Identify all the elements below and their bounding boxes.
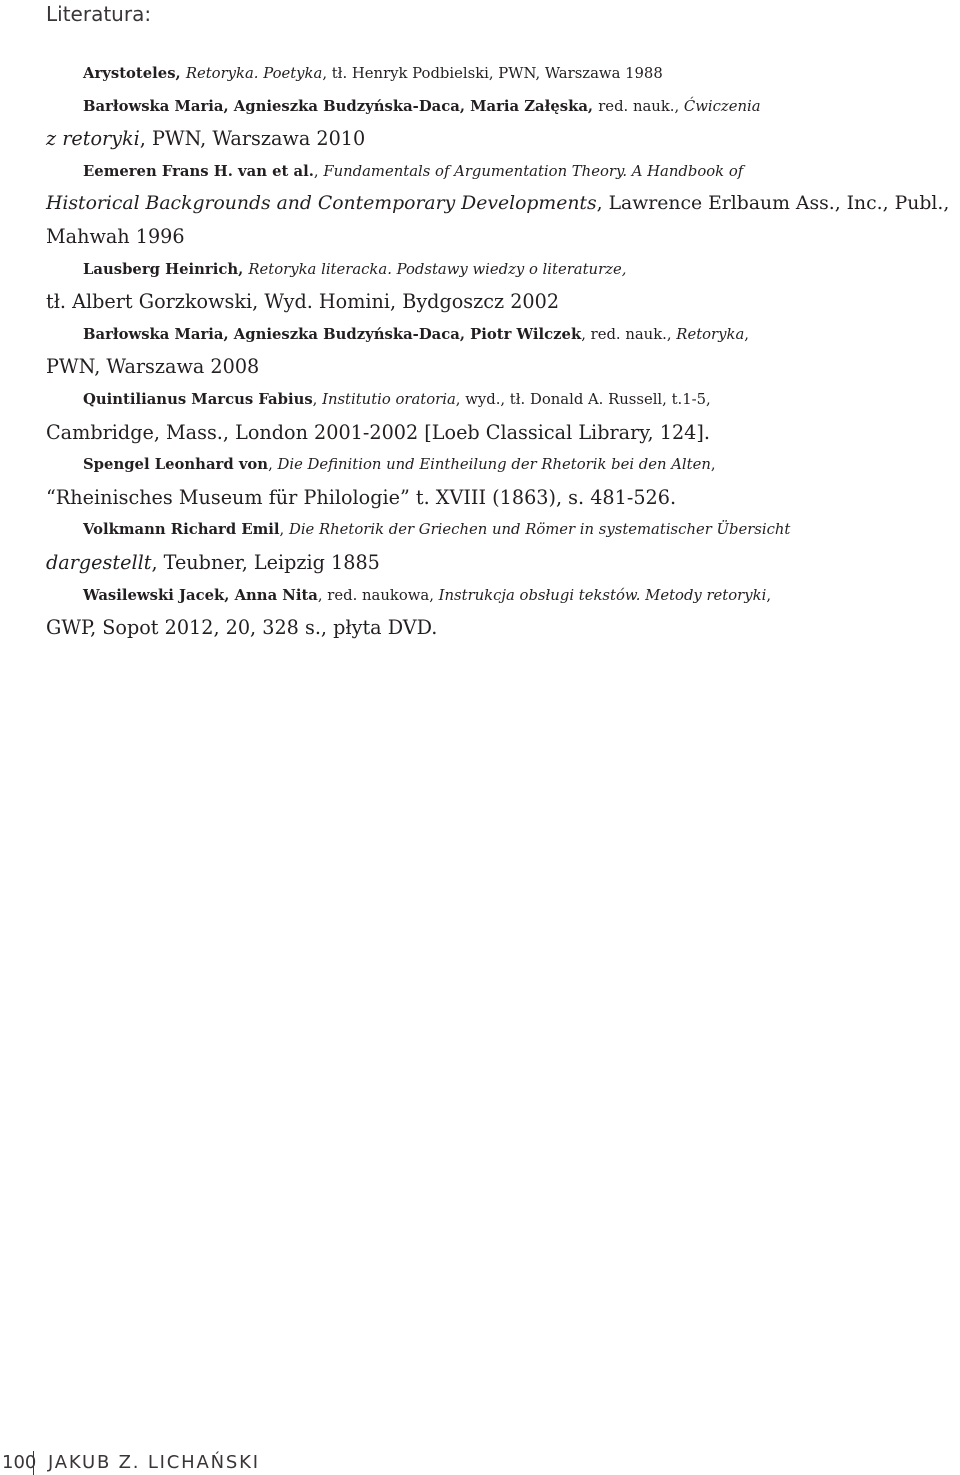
bibliography-entry <box>46 319 958 384</box>
entry-text: GWP, Sopot 2012, 20, 328 s., płyta DVD. <box>46 616 438 640</box>
entry-text: , wyd., tł. Donald A. Russell, t.1-5, <box>455 390 711 408</box>
entry-author: Lausberg Heinrich, <box>83 260 249 278</box>
entry-text: , <box>766 586 772 604</box>
entry-line <box>46 612 958 645</box>
entry-author: Volkmann Richard Emil <box>83 521 280 539</box>
entry-line <box>46 91 958 124</box>
entry-line <box>46 580 958 613</box>
entry-text: “Rheinisches Museum für Philologie” t. XVIII (1863), s. 481-526. <box>46 485 677 509</box>
entry-author: Wasilewski Jacek, Anna Nita <box>83 586 318 604</box>
entry-author: Quintilianus Marcus Fabius <box>83 390 313 408</box>
running-head: JAKUB Z. LICHAŃSKI <box>48 1452 260 1473</box>
page-number: 100 <box>2 1452 37 1473</box>
entry-text: , <box>313 162 324 180</box>
entry-line <box>46 482 958 515</box>
entry-author: Eemeren Frans H. van et al. <box>83 162 314 180</box>
entry-title: dargestellt <box>46 550 152 574</box>
entry-text: , tł. Henryk Podbielski, PWN, Warszawa 1988 <box>322 65 663 82</box>
entry-line <box>46 417 958 450</box>
entry-line <box>46 384 958 417</box>
entry-author: Barłowska Maria, Agnieszka Budzyńska-Daca, Maria Załęska, <box>83 97 599 115</box>
entry-line <box>46 58 958 91</box>
entry-text: , Lawrence Erlbaum Ass., Inc., Publ., <box>596 193 950 215</box>
entry-title: Institutio oratoria <box>322 390 456 408</box>
entry-text: , PWN, Warszawa 2010 <box>139 127 366 151</box>
entry-title: Retoryka literacka. Podstawy wiedzy o literaturze, <box>248 260 627 278</box>
entry-title: Retoryka. Poetyka <box>185 65 323 82</box>
entry-title: Die Definition und Eintheilung der Rhetorik bei den Alten <box>277 456 711 474</box>
bibliography-list <box>46 58 958 645</box>
entry-author: Spengel Leonhard von <box>83 456 269 474</box>
bibliography-entry <box>46 58 958 91</box>
entry-text: , <box>744 325 749 343</box>
entry-text: , <box>279 521 289 539</box>
entry-line <box>46 547 958 580</box>
entry-author: Arystoteles, <box>83 65 186 82</box>
entry-text: red. nauk., <box>598 97 684 115</box>
bibliography-entry <box>46 156 958 254</box>
entry-line <box>46 123 958 156</box>
entry-line <box>46 319 958 352</box>
entry-line <box>46 188 958 221</box>
entry-text: , <box>710 456 716 474</box>
entry-line <box>46 156 958 189</box>
section-heading: Literatura: <box>46 2 152 26</box>
entry-line <box>46 286 958 319</box>
entry-title: z retoryki <box>46 127 140 151</box>
entry-text: , red. naukowa, <box>317 586 439 604</box>
entry-text: , <box>312 390 323 408</box>
entry-title: Retoryka <box>676 325 745 343</box>
bibliography-entry <box>46 449 958 514</box>
entry-line <box>46 514 958 547</box>
bibliography-entry <box>46 254 958 319</box>
entry-title: Ćwiczenia <box>683 97 761 115</box>
entry-text: Cambridge, Mass., London 2001-2002 [Loeb Classical Library, 124]. <box>46 420 710 444</box>
entry-line <box>46 254 958 287</box>
entry-text: PWN, Warszawa 2008 <box>46 355 260 379</box>
entry-line <box>46 351 958 384</box>
entry-line <box>46 449 958 482</box>
entry-line <box>46 221 958 254</box>
entry-text: , red. nauk., <box>581 325 677 343</box>
entry-author: Barłowska Maria, Agnieszka Budzyńska-Daca, Piotr Wilczek <box>83 325 582 343</box>
entry-title: Die Rhetorik der Griechen und Römer in systematischer Übersicht <box>288 521 791 539</box>
bibliography-entry <box>46 384 958 449</box>
page-footer <box>0 1451 260 1475</box>
bibliography-entry <box>46 580 958 645</box>
bibliography-entry <box>46 514 958 579</box>
entry-title: Fundamentals of Argumentation Theory. A Handbook of <box>323 162 744 180</box>
entry-text: , <box>268 456 278 474</box>
entry-text: , Teubner, Leipzig 1885 <box>151 550 380 574</box>
bibliography-entry <box>46 91 958 156</box>
entry-title: Instrukcja obsługi tekstów. Metody retoryki <box>438 586 767 604</box>
entry-title: Historical Backgrounds and Contemporary Developments <box>46 193 597 215</box>
entry-text: tł. Albert Gorzkowski, Wyd. Homini, Bydgoszcz 2002 <box>46 290 560 314</box>
entry-text: Mahwah 1996 <box>46 224 185 248</box>
